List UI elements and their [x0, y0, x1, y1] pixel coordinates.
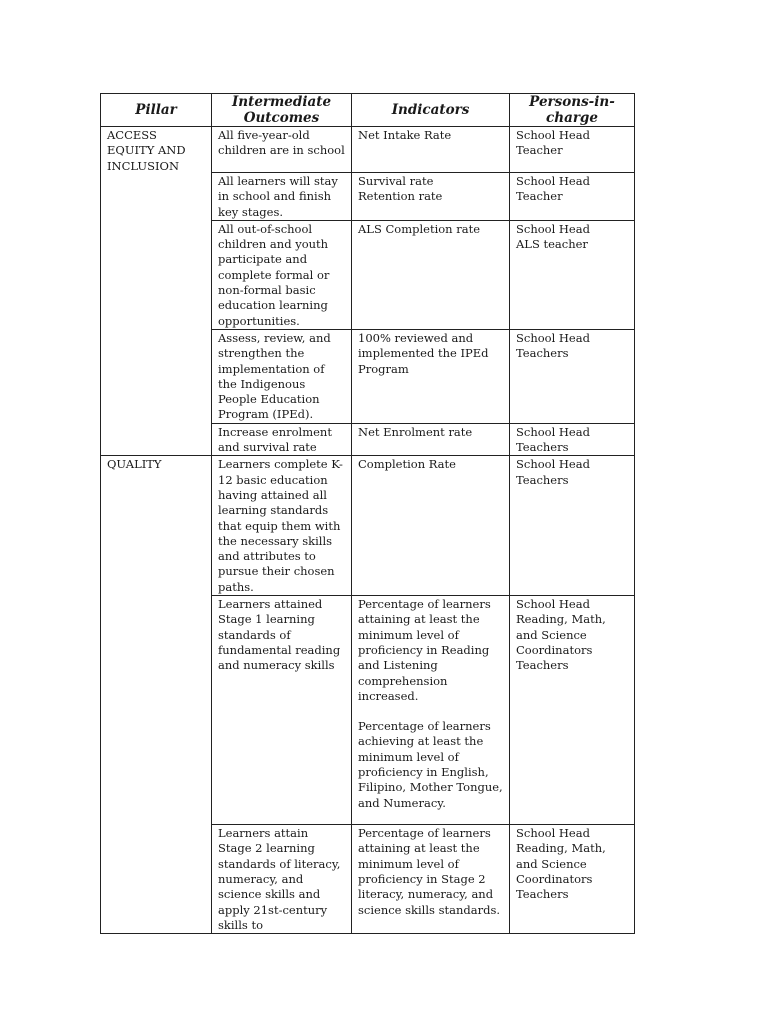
indicator-text: Percentage of learners attaining at least the minimum level of proficiency in Reading and Listening comprehension increased. [358, 597, 491, 703]
outcome-cell [212, 173, 352, 221]
indicator-cell [352, 127, 510, 173]
indicator-cell [352, 173, 510, 221]
table-row [101, 456, 635, 596]
persons-text: School Head Teacher [516, 128, 590, 158]
header-indicators: Indicators [352, 94, 510, 127]
persons-text: School Head Reading, Math, and Science Coordinators Teachers [516, 597, 606, 673]
pillar-cell [101, 456, 212, 934]
pillar-quality: QUALITY [107, 457, 162, 472]
persons-cell [510, 329, 635, 423]
persons-cell [510, 220, 635, 329]
persons-text: School Head Teachers [516, 424, 590, 455]
indicator-text: 100% reviewed and implemented the IPEd Program [358, 330, 489, 376]
pillar-access: ACCESS EQUITY AND INCLUSION [107, 128, 186, 173]
persons-cell [510, 825, 635, 934]
persons-text: School Head Teacher [516, 174, 590, 204]
table-row [101, 127, 635, 173]
outcome-text: Learners attained Stage 1 learning standards of fundamental reading and numeracy skills [218, 597, 341, 673]
indicator-text: Net Intake Rate [358, 128, 452, 142]
persons-cell [510, 173, 635, 221]
persons-cell [510, 456, 635, 596]
indicator-text: Percentage of learners attaining at least the minimum level of proficiency in Stage 2 literacy, numeracy, and science skills standards. [358, 826, 501, 917]
persons-text: School Head Reading, Math, and Science Coordinators Teachers [516, 826, 606, 902]
plan-table [100, 93, 635, 934]
indicator-text: Net Enrolment rate [358, 424, 473, 439]
indicator-cell [352, 220, 510, 329]
persons-text: School Head ALS teacher [516, 221, 590, 252]
outcome-cell [212, 456, 352, 596]
indicator-text: Completion Rate [358, 457, 456, 472]
indicator-cell [352, 596, 510, 825]
outcome-text: Learners complete K-12 basic education having attained all learning standards that equip them with the necessary skills and attributes to pursue their chosen paths. [218, 457, 343, 594]
indicator-cell [352, 423, 510, 456]
outcome-text: All out-of-school children and youth participate and complete formal or non-formal basic education learning opportunities. [218, 221, 330, 328]
persons-text: School Head Teachers [516, 330, 590, 361]
outcome-cell [212, 825, 352, 934]
outcome-text: Assess, review, and strengthen the implementation of the Indigenous People Education Program (IPEd). [218, 330, 331, 422]
outcome-text: Learners attain Stage 2 learning standards of literacy, numeracy, and science skills and apply 21st-century skills to [218, 826, 341, 932]
outcome-cell [212, 596, 352, 825]
outcome-text: All five-year-old children are in school [218, 128, 345, 158]
header-row [101, 94, 635, 127]
persons-cell [510, 596, 635, 825]
outcome-cell [212, 220, 352, 329]
persons-cell [510, 423, 635, 456]
indicator-text: Percentage of learners achieving at least the minimum level of proficiency in English, Filipino, Mother Tongue, and Numeracy. [358, 719, 503, 810]
outcome-cell [212, 329, 352, 423]
indicator-text: ALS Completion rate [358, 221, 481, 236]
indicator-cell [352, 456, 510, 596]
persons-text: School Head Teachers [516, 457, 590, 487]
indicator-cell [352, 825, 510, 934]
header-persons-in-charge: Persons-in-charge [510, 94, 635, 127]
outcome-text: All learners will stay in school and finish key stages. [218, 174, 338, 219]
outcome-cell [212, 127, 352, 173]
header-pillar: Pillar [101, 94, 212, 127]
persons-cell [510, 127, 635, 173]
indicator-cell [352, 329, 510, 423]
indicator-text: Survival rate Retention rate [358, 174, 443, 204]
outcome-cell [212, 423, 352, 456]
pillar-cell [101, 127, 212, 456]
header-intermediate-outcomes: Intermediate Outcomes [212, 94, 352, 127]
outcome-text: Increase enrolment and survival rate [218, 424, 332, 455]
